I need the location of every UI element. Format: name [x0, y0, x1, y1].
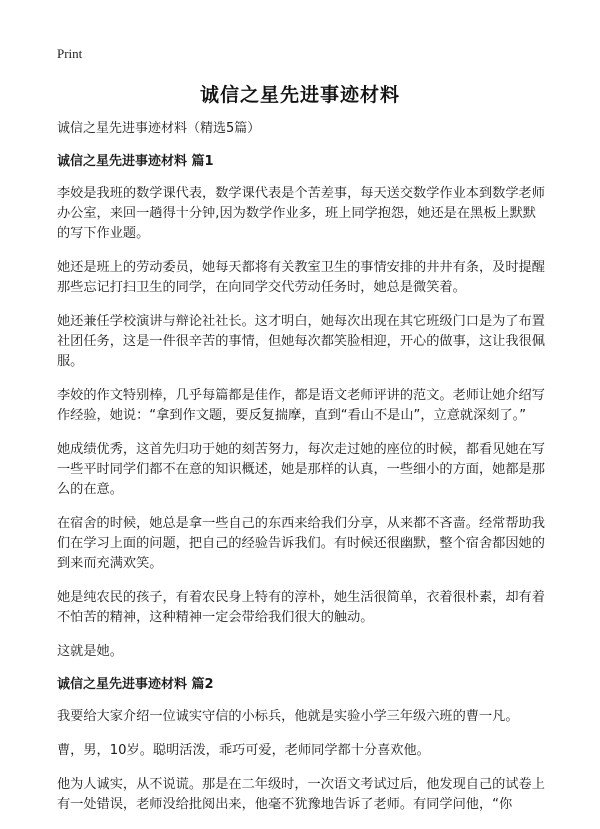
section-1 — [57, 153, 547, 662]
document-title: 诚信之星先进事迹材料 — [199, 84, 400, 106]
paragraph: 她成绩优秀，这首先归功于她的刻苦努力，每次走过她的座位的时候，都看见她在写一些平时同学们都不在意的知识概述，她是那样的认真，一些细小的方面，她都是那么的在意。 — [57, 442, 545, 497]
section-heading: 诚信之星先进事迹材料 篇2 — [57, 677, 214, 692]
section-heading: 诚信之星先进事迹材料 篇1 — [57, 154, 214, 169]
paragraph: 他为人诚实，从不说谎。那是在二年级时，一次语文考试过后，他发现自己的试卷上有一处错误，老师没给批阅出来，他毫不犹豫地告诉了老师。有同学问他，“你 — [57, 777, 545, 812]
paragraph: 李姣的作文特别棒，几乎每篇都是佳作，都是语文老师评讲的范文。老师让她介绍写作经验，她说：“拿到作文题，要反复揣摩，直到“看山不是山”，立意就深刻了。” — [57, 388, 545, 423]
paragraph: 她还是班上的劳动委员，她每天都将有关教室卫生的事情安排的井井有条，及时提醒那些忘记打扫卫生的同学，在向同学交代劳动任务时，她总是微笑着。 — [57, 260, 545, 295]
paragraph: 我要给大家介绍一位诚实守信的小标兵，他就是实验小学三年级六班的曹一凡。 — [57, 709, 519, 724]
paragraph: 李姣是我班的数学课代表，数学课代表是个苦差事，每天送交数学作业本到数学老师办公室，来回一趟得十分钟,因为数学作业多，班上同学抱怨，她还是在黑板上默默的写下作业题。 — [57, 186, 545, 241]
paragraph: 在宿舍的时候，她总是拿一些自己的东西来给我们分享，从来都不吝啬。经常帮助我们在学习上面的问题，把自己的经验告诉我们。有时候还很幽默，整个宿舍都因她的到来而充满欢笑。 — [57, 516, 545, 571]
paragraph: 这就是她。 — [57, 644, 123, 659]
paragraph: 曹，男，10岁。聪明活泼，乖巧可爱，老师同学都十分喜欢他。 — [57, 743, 430, 758]
print-link[interactable]: Print — [57, 46, 83, 61]
document-body — [57, 120, 547, 829]
document-subtitle: 诚信之星先进事迹材料（精选5篇） — [57, 121, 261, 136]
paragraph: 她还兼任学校演讲与辩论社社长。这才明白，她每次出现在其它班级门口是为了布置社团任务，这是一件很辛苦的事情，但她每次都笑脸相迎，开心的做事，这让我很佩服。 — [57, 314, 545, 369]
section-2 — [57, 676, 547, 815]
paragraph: 她是纯农民的孩子，有着农民身上特有的淳朴，她生活很简单，衣着很朴素，却有着不怕苦的精神，这种精神一定会带给我们很大的触动。 — [57, 590, 545, 625]
